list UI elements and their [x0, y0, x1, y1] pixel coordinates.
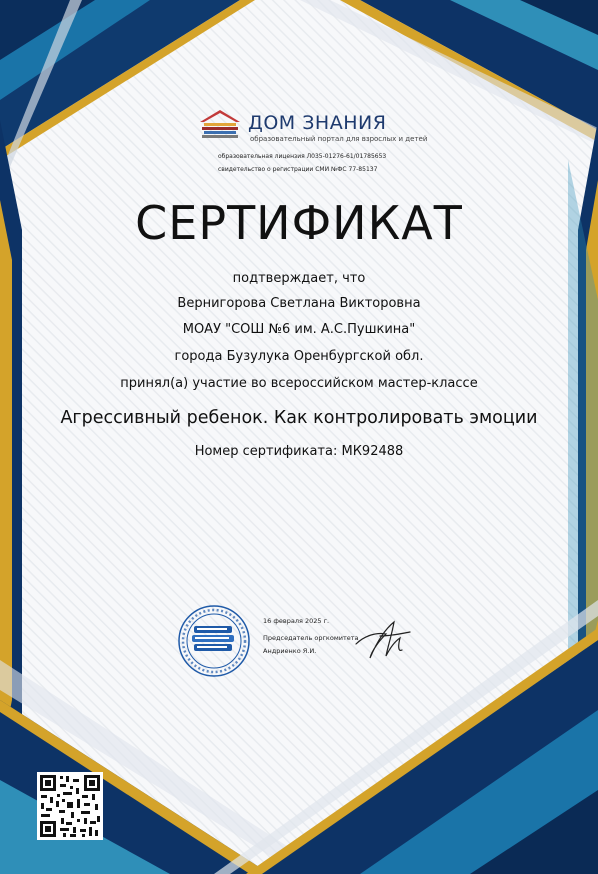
house-books-logo-icon [196, 108, 244, 144]
logo-subtitle: образовательный портал для взрослых и детей [250, 135, 428, 143]
qr-code-icon[interactable] [37, 772, 103, 840]
stamp-seal-icon [177, 604, 251, 678]
course-title: Агрессивный ребенок. Как контролировать эмоции [60, 408, 538, 428]
issue-date: 16 февраля 2025 г. [263, 617, 330, 625]
confirms-text: подтверждает, что [232, 271, 366, 286]
certificate-number: Номер сертификата: МК92488 [194, 444, 404, 459]
handwritten-signature-icon [350, 614, 414, 664]
signatory-name: Андриенко Я.И. [263, 647, 317, 655]
person-name: Вернигорова Светлана Викторовна [177, 296, 421, 311]
registration-text: свидетельство о регистрации СМИ №ФС 77-85137 [218, 166, 378, 173]
participation-text: принял(а) участие во всероссийском мастер-классе [120, 376, 478, 391]
signatory-role: Председатель оргкомитета [263, 634, 359, 642]
city-text: города Бузулука Оренбургской обл. [174, 349, 424, 364]
school-name: МОАУ "СОШ №6 им. А.С.Пушкина" [182, 322, 416, 337]
logo-title: ДОМ ЗНАНИЯ [248, 112, 387, 134]
license-text: образовательная лицензия Л035-01276-61/01785653 [218, 153, 387, 160]
certificate-title: СЕРТИФИКАТ [135, 196, 463, 250]
